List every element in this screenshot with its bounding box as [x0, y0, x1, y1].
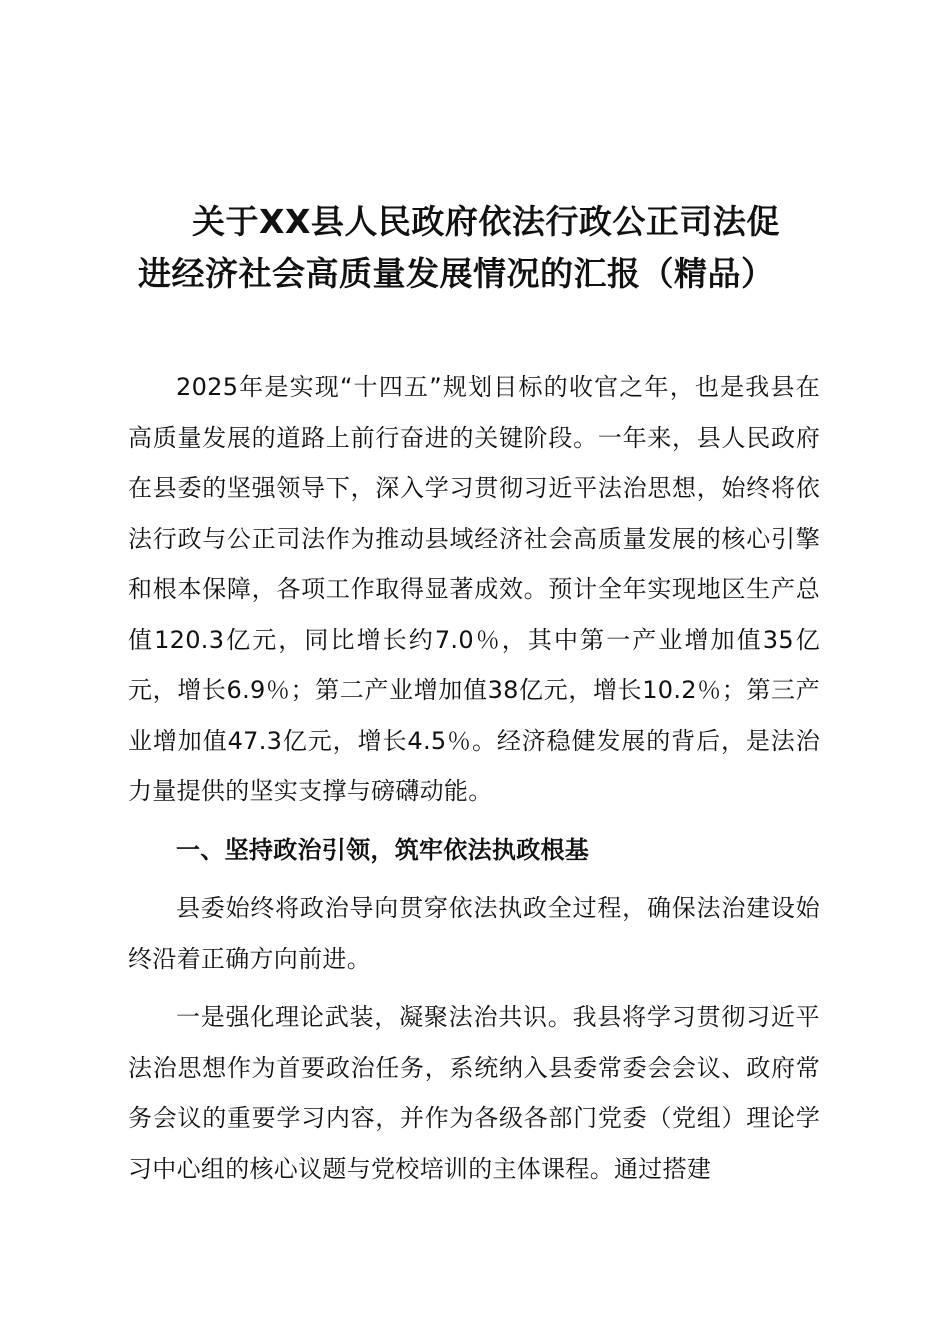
section-heading-1: 一、坚持政治引领，筑牢依法执政根基: [176, 835, 590, 864]
document-body: [128, 362, 820, 1194]
paragraph-point-1: 一是强化理论武装，凝聚法治共识。我县将学习贯彻习近平法治思想作为首要政治任务，系统纳入县委常委会会议、政府常务会议的重要学习内容，并作为各级各部门党委（党组）理论学习中心组的核心议题与党校培训的主体课程。通过搭建: [128, 1003, 820, 1183]
title-line-1: 关于XX县人民政府依法行政公正司法促: [192, 202, 780, 241]
title-line-2: 进经济社会高质量发展情况的汇报（精品）: [138, 254, 775, 293]
paragraph-section1-intro: 县委始终将政治导向贯穿依法执政全过程，确保法治建设始终沿着正确方向前进。: [128, 894, 820, 973]
paragraph-intro: 2025年是实现“十四五”规划目标的收官之年，也是我县在高质量发展的道路上前行奋进的关键阶段。一年来，县人民政府在县委的坚强领导下，深入学习贯彻习近平法治思想，始终将依法行政与公正司法作为推动县域经济社会高质量发展的核心引擎和根本保障，各项工作取得显著成效。预计全年实现地区生产总值120.3亿元，同比增长约7.0％，其中第一产业增加值35亿元，增长6.9％；第二产业增加值38亿元，增长10.2％；第三产业增加值47.3亿元，增长4.5％。经济稳健发展的背后，是法治力量提供的坚实支撑与磅礴动能。: [128, 373, 820, 805]
document-title: [128, 196, 822, 300]
